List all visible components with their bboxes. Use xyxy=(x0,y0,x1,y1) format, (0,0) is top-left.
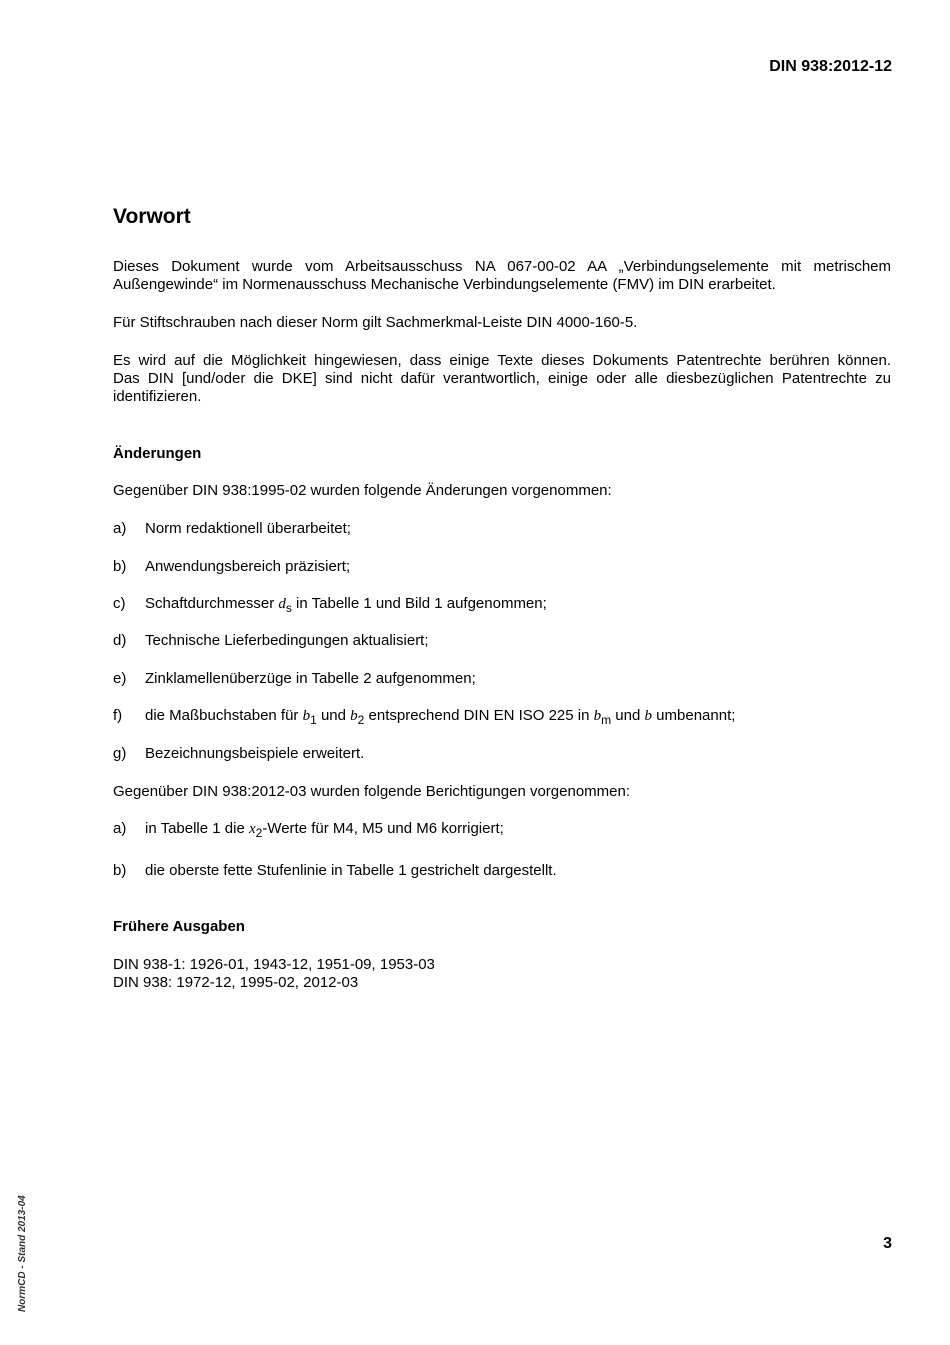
math-variable: b xyxy=(302,708,311,724)
intro-paragraph-1 xyxy=(113,258,891,294)
math-variable: b xyxy=(350,708,358,724)
list-item-text-mid: und xyxy=(611,707,645,724)
math-variable: x xyxy=(248,821,256,837)
intro-paragraph-3-line-3: identifizieren. xyxy=(113,388,202,405)
math-variable: b xyxy=(593,708,602,724)
list-marker: a) xyxy=(113,520,127,537)
list-item xyxy=(113,820,891,838)
list-marker: a) xyxy=(113,820,127,837)
math-subscript: s xyxy=(285,601,292,615)
list-item-text-post: in Tabelle 1 und Bild 1 aufgenommen; xyxy=(291,595,547,612)
earlier-editions-heading: Frühere Ausgaben xyxy=(113,918,245,935)
list-item-text-mid: entsprechend DIN EN ISO 225 in xyxy=(364,707,594,724)
list-item xyxy=(113,670,891,688)
intro-paragraph-3-line-2: Das DIN [und/oder die DKE] sind nicht dafür verantwortlich, einige oder alle diesbezüglichen Patentrechte zu xyxy=(113,370,891,387)
page-number: 3 xyxy=(883,1235,892,1252)
list-item-text-post: umbenannt; xyxy=(652,707,736,724)
math-variable: b xyxy=(644,708,653,724)
list-item-text-post: -Werte für M4, M5 und M6 korrigiert; xyxy=(262,820,504,837)
list-item-text-mid: und xyxy=(316,707,351,724)
list-marker: c) xyxy=(113,595,126,612)
list-item-text-pre: in Tabelle 1 die xyxy=(145,820,249,837)
intro-paragraph-2: Für Stiftschrauben nach dieser Norm gilt Sachmerkmal-Leiste DIN 4000-160-5. xyxy=(113,314,638,331)
math-subscript: 2 xyxy=(255,826,263,840)
list-item-text-pre: die Maßbuchstaben für xyxy=(145,707,303,724)
list-marker: d) xyxy=(113,632,127,649)
list-item-text: Anwendungsbereich präzisiert; xyxy=(145,558,351,575)
list-item xyxy=(113,745,891,763)
math-subscript: m xyxy=(601,713,612,727)
changes-heading: Änderungen xyxy=(113,445,202,462)
list-item xyxy=(113,862,891,880)
earlier-editions-list xyxy=(113,956,891,992)
list-item xyxy=(113,520,891,538)
list-marker: f) xyxy=(113,707,123,724)
intro-paragraph-3-line-1: Es wird auf die Möglichkeit hingewiesen, dass einige Texte dieses Dokuments Patentrechte berühren können. xyxy=(113,352,891,369)
math-variable: d xyxy=(278,596,286,612)
list-marker: g) xyxy=(113,745,127,762)
side-stamp: NormCD - Stand 2013-04 xyxy=(17,1195,28,1312)
list-item-text: Norm redaktionell überarbeitet; xyxy=(145,520,351,537)
list-item-text: Technische Lieferbedingungen aktualisiert; xyxy=(145,632,429,649)
page-title: Vorwort xyxy=(113,205,191,228)
list-item xyxy=(113,632,891,650)
list-marker: b) xyxy=(113,558,127,575)
list-item xyxy=(113,595,891,613)
math-subscript: 2 xyxy=(357,713,365,727)
list-marker: b) xyxy=(113,862,127,879)
list-item-text: die oberste fette Stufenlinie in Tabelle 1 gestrichelt dargestellt. xyxy=(145,862,557,879)
earlier-editions-line-2: DIN 938: 1972-12, 1995-02, 2012-03 xyxy=(113,974,359,991)
intro-paragraph-3 xyxy=(113,352,891,406)
intro-paragraph-1-line-2: Außengewinde“ im Normenausschuss Mechanische Verbindungselemente (FMV) im DIN erarbeitet. xyxy=(113,276,776,293)
math-subscript: 1 xyxy=(310,713,317,727)
list-item-text: Zinklamellenüberzüge in Tabelle 2 aufgenommen; xyxy=(145,670,476,687)
earlier-editions-line-1: DIN 938-1: 1926-01, 1943-12, 1951-09, 1953-03 xyxy=(113,956,435,973)
changes-intro-2012: Gegenüber DIN 938:2012-03 wurden folgende Berichtigungen vorgenommen: xyxy=(113,783,631,800)
intro-paragraph-1-line-1: Dieses Dokument wurde vom Arbeitsausschuss NA 067-00-02 AA „Verbindungselemente mit metrischem xyxy=(113,258,891,275)
list-marker: e) xyxy=(113,670,127,687)
changes-intro-1995: Gegenüber DIN 938:1995-02 wurden folgende Änderungen vorgenommen: xyxy=(113,482,612,499)
document-id: DIN 938:2012-12 xyxy=(769,58,892,75)
list-item xyxy=(113,707,891,725)
list-item xyxy=(113,558,891,576)
list-item-text: Bezeichnungsbeispiele erweitert. xyxy=(145,745,365,762)
list-item-text-pre: Schaftdurchmesser xyxy=(145,595,279,612)
